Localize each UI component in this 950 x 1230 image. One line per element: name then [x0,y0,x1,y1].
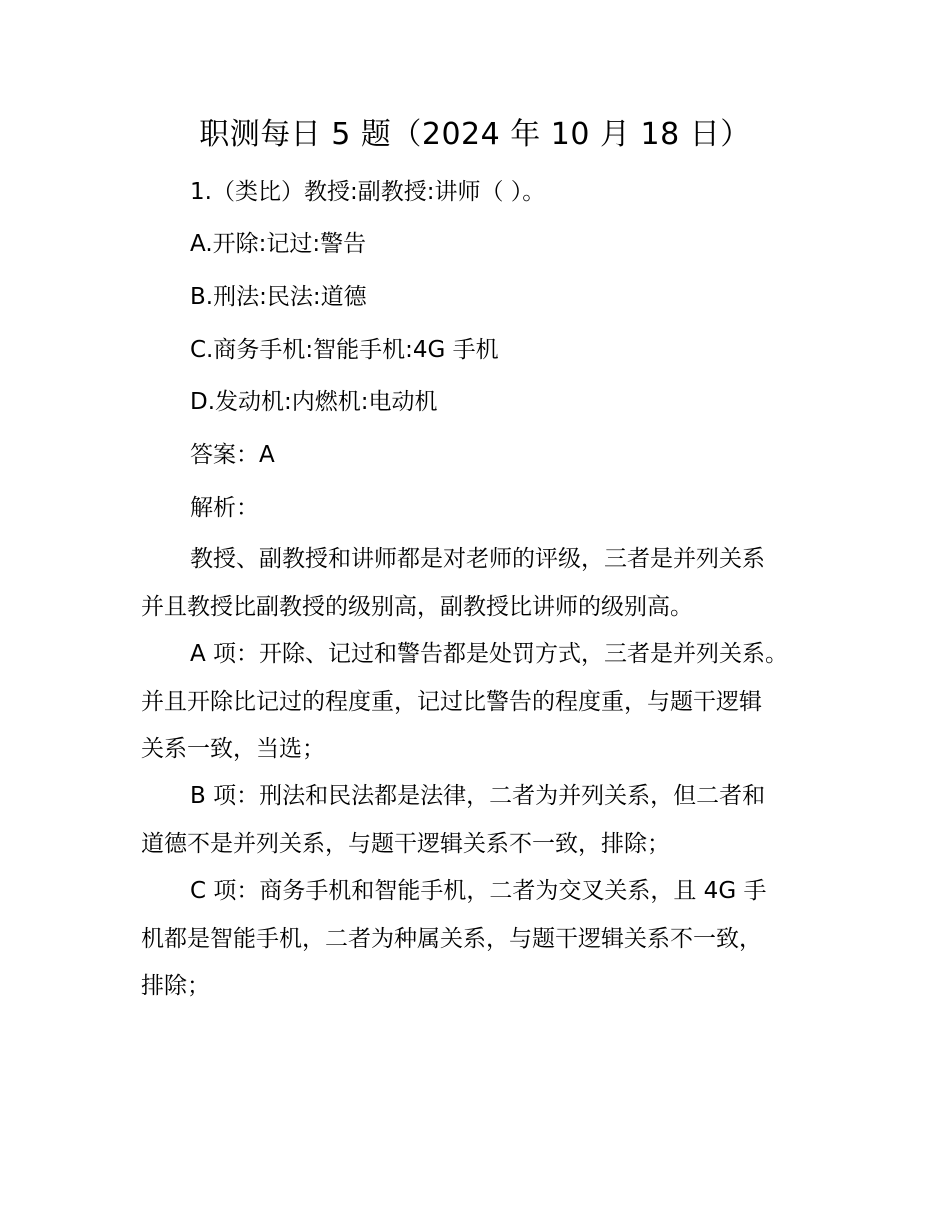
answer-text: 答案：A [190,442,275,468]
option-a: A.开除:记过:警告 [190,231,367,257]
paragraph-line: 并且开除比记过的程度重，记过比警告的程度重，与题干逻辑 [141,688,762,715]
paragraph-line: A 项：开除、记过和警告都是处罚方式，三者是并列关系。 [190,641,789,667]
analysis-paragraph-option-a [141,631,831,774]
paragraph-line: 并且教授比副教授的级别高，副教授比讲师的级别高。 [141,593,693,620]
paragraph-line: B 项：刑法和民法都是法律，二者为并列关系，但二者和 [190,783,766,809]
paragraph-line: 教授、副教授和讲师都是对老师的评级，三者是并列关系 [190,546,765,572]
paragraph-line: 关系一致，当选； [141,736,325,762]
paragraph-line: C 项：商务手机和智能手机，二者为交叉关系，且 4G 手 [190,878,767,904]
option-c: C.商务手机:智能手机:4G 手机 [190,337,499,363]
document-title: 职测每日 5 题（2024 年 10 月 18 日） [199,117,751,152]
question-stem: 1.（类比）教授:副教授:讲师（ ）。 [190,179,546,205]
paragraph-line: 道德不是并列关系，与题干逻辑关系不一致，排除； [141,830,670,857]
analysis-paragraph-option-c [141,868,831,1011]
analysis-paragraph-option-b [141,773,831,868]
option-d: D.发动机:内燃机:电动机 [190,389,438,415]
option-b: B.刑法:民法:道德 [190,284,367,310]
paragraph-line: 排除； [141,973,210,999]
analysis-label: 解析： [190,495,259,521]
analysis-paragraph-intro [141,536,831,631]
paragraph-line: 机都是智能手机，二者为种属关系，与题干逻辑关系不一致， [141,925,762,952]
